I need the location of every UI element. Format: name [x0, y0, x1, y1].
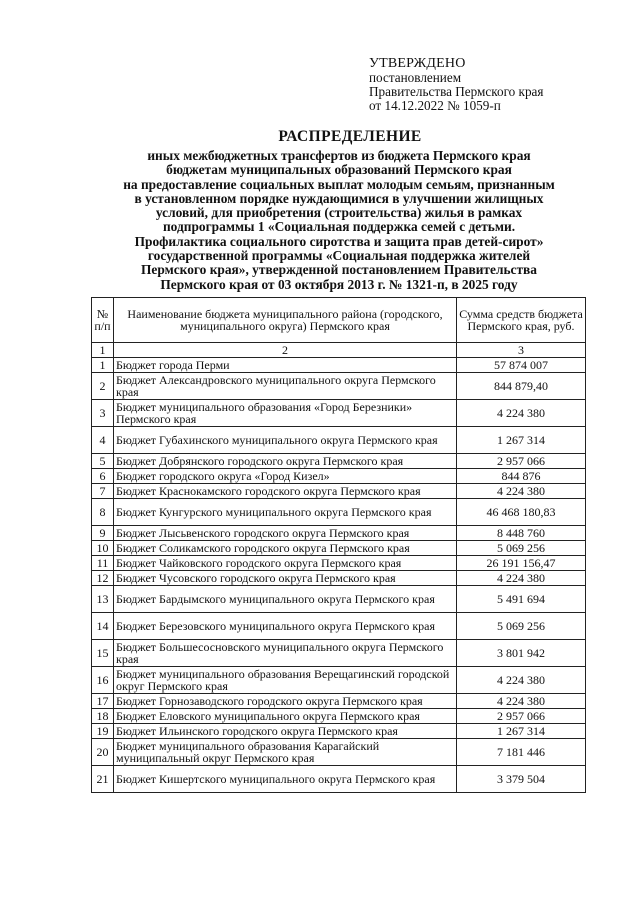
table-row	[92, 694, 586, 709]
table-row	[92, 400, 586, 427]
column-index-row	[92, 343, 586, 358]
row-number: 16	[92, 667, 114, 694]
row-number: 2	[92, 373, 114, 400]
distribution-table	[91, 297, 586, 793]
row-name: Бюджет Бардымского муниципального округа Пермского края	[114, 586, 457, 613]
row-name: Бюджет Березовского муниципального округа Пермского края	[114, 613, 457, 640]
row-sum: 844 876	[457, 469, 586, 484]
subtitle-line: иных межбюджетных трансфертов из бюджета Пермского края	[147, 148, 531, 163]
document-title: РАСПРЕДЕЛЕНИЕ	[278, 128, 422, 145]
row-name: Бюджет Александровского муниципального округа Пермского края	[114, 373, 457, 400]
row-name: Бюджет Лысьвенского городского округа Пермского края	[114, 526, 457, 541]
row-name: Бюджет Большесосновского муниципального округа Пермского края	[114, 640, 457, 667]
row-name: Бюджет Кунгурского муниципального округа Пермского края	[114, 499, 457, 526]
table-row	[92, 499, 586, 526]
table-row	[92, 709, 586, 724]
approval-line-2: Правительства Пермского края	[369, 84, 544, 99]
row-number: 13	[92, 586, 114, 613]
index-cell: 1	[92, 343, 114, 358]
subtitle-line: Профилактика социального сиротства и защита прав детей-сирот»	[134, 233, 544, 249]
index-cell: 2	[114, 343, 457, 358]
row-sum: 3 379 504	[457, 766, 586, 793]
row-number: 18	[92, 709, 114, 724]
row-name: Бюджет Добрянского городского округа Пермского края	[114, 454, 457, 469]
table-row	[92, 640, 586, 667]
row-name: Бюджет Горнозаводского городского округа Пермского края	[114, 694, 457, 709]
row-number: 3	[92, 400, 114, 427]
row-name: Бюджет Ильинского городского округа Пермского края	[114, 724, 457, 739]
approval-line-3: от 14.12.2022 № 1059-п	[369, 98, 501, 113]
row-sum: 5 069 256	[457, 613, 586, 640]
row-number: 11	[92, 556, 114, 571]
row-number: 6	[92, 469, 114, 484]
row-name: Бюджет Соликамского городского округа Пермского края	[114, 541, 457, 556]
row-name: Бюджет Краснокамского городского округа Пермского края	[114, 484, 457, 499]
header-sum: Сумма средств бюджета Пермского края, руб.	[457, 298, 586, 343]
row-sum: 844 879,40	[457, 373, 586, 400]
row-name: Бюджет муниципального образования Карагайский муниципальный округ Пермского края	[114, 739, 457, 766]
table-row	[92, 454, 586, 469]
approval-line-1: постановлением	[369, 70, 462, 85]
row-sum: 4 224 380	[457, 484, 586, 499]
row-number: 12	[92, 571, 114, 586]
table-row	[92, 484, 586, 499]
row-sum: 5 491 694	[457, 586, 586, 613]
table-header-row	[92, 298, 586, 343]
row-sum: 7 181 446	[457, 739, 586, 766]
table-row	[92, 373, 586, 400]
row-name: Бюджет муниципального образования Верещагинский городской округ Пермского края	[114, 667, 457, 694]
subtitle-line: Пермского края», утвержденной постановлением Правительства	[141, 262, 537, 278]
row-sum: 4 224 380	[457, 571, 586, 586]
row-sum: 1 267 314	[457, 724, 586, 739]
row-number: 4	[92, 427, 114, 454]
row-number: 15	[92, 640, 114, 667]
table-row	[92, 541, 586, 556]
row-sum: 5 069 256	[457, 541, 586, 556]
row-sum: 4 224 380	[457, 400, 586, 427]
row-number: 19	[92, 724, 114, 739]
row-sum: 1 267 314	[457, 427, 586, 454]
row-number: 21	[92, 766, 114, 793]
subtitle-line: на предоставление социальных выплат молодым семьям, признанным	[123, 176, 555, 192]
row-name: Бюджет Чусовского городского округа Пермского края	[114, 571, 457, 586]
row-name: Бюджет муниципального образования «Город Березники» Пермского края	[114, 400, 457, 427]
table-row	[92, 613, 586, 640]
row-name: Бюджет Кишертского муниципального округа Пермского края	[114, 766, 457, 793]
row-name: Бюджет Еловского муниципального округа Пермского края	[114, 709, 457, 724]
header-name: Наименование бюджета муниципального района (городского, муниципального округа) Пермского края	[114, 298, 457, 343]
row-sum: 2 957 066	[457, 709, 586, 724]
row-sum: 46 468 180,83	[457, 499, 586, 526]
subtitle-line: государственной программы «Социальная поддержка жителей	[147, 248, 531, 264]
row-number: 10	[92, 541, 114, 556]
row-name: Бюджет Чайковского городского округа Пермского края	[114, 556, 457, 571]
subtitle-line: условий, для приобретения (строительства) жилья в рамках	[155, 205, 523, 221]
index-cell: 3	[457, 343, 586, 358]
row-name: Бюджет городского округа «Город Кизел»	[114, 469, 457, 484]
table-row	[92, 469, 586, 484]
row-sum: 4 224 380	[457, 694, 586, 709]
subtitle-line: в установленном порядке нуждающимися в улучшении жилищных	[134, 190, 544, 206]
table-row	[92, 526, 586, 541]
row-number: 17	[92, 694, 114, 709]
table-row	[92, 556, 586, 571]
row-number: 9	[92, 526, 114, 541]
table-row	[92, 739, 586, 766]
row-sum: 4 224 380	[457, 667, 586, 694]
row-number: 7	[92, 484, 114, 499]
document-subtitle	[86, 149, 592, 292]
approval-head: УТВЕРЖДЕНО	[369, 56, 466, 71]
row-number: 14	[92, 613, 114, 640]
row-sum: 8 448 760	[457, 526, 586, 541]
table-row	[92, 571, 586, 586]
row-number: 8	[92, 499, 114, 526]
row-sum: 57 874 007	[457, 358, 586, 373]
row-sum: 3 801 942	[457, 640, 586, 667]
row-name: Бюджет Губахинского муниципального округа Пермского края	[114, 427, 457, 454]
row-number: 1	[92, 358, 114, 373]
approval-stamp	[369, 57, 543, 113]
table-row	[92, 724, 586, 739]
row-sum: 2 957 066	[457, 454, 586, 469]
header-num: № п/п	[92, 298, 114, 343]
subtitle-line: подпрограммы 1 «Социальная поддержка семей с детьми.	[162, 219, 516, 235]
row-number: 5	[92, 454, 114, 469]
row-name: Бюджет города Перми	[114, 358, 457, 373]
table-row	[92, 358, 586, 373]
table-row	[92, 667, 586, 694]
table-row	[92, 766, 586, 793]
subtitle-line: бюджетам муниципальных образований Пермского края	[166, 162, 512, 178]
table-row	[92, 586, 586, 613]
row-number: 20	[92, 739, 114, 766]
subtitle-line: Пермского края от 03 октября 2013 г. № 1321-п, в 2025 году	[160, 276, 518, 292]
table-row	[92, 427, 586, 454]
row-sum: 26 191 156,47	[457, 556, 586, 571]
